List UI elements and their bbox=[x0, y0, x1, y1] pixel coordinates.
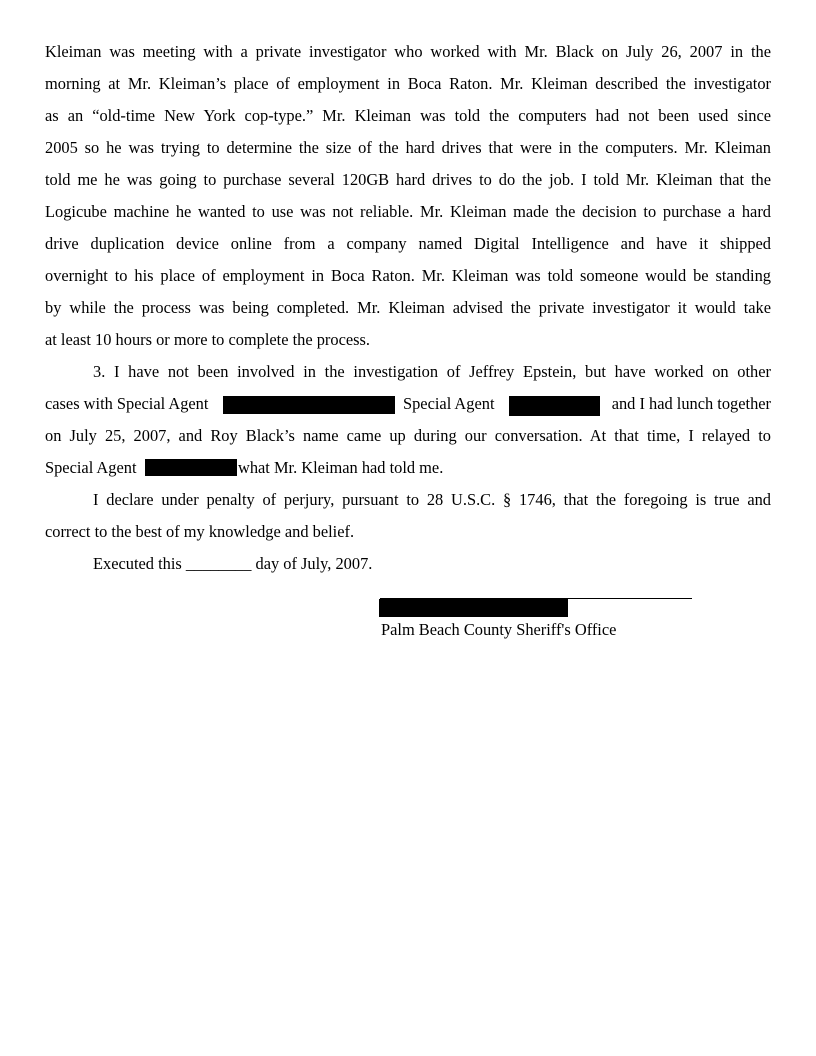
paragraph-fragment: cases with Special Agent bbox=[45, 394, 209, 413]
signature-office: Palm Beach County Sheriff's Office bbox=[381, 620, 617, 639]
paragraph-line: Kleiman was meeting with a private investigator who worked with Mr. Black on July 26, 2007 in the bbox=[45, 42, 771, 61]
paragraph-line: 3. I have not been involved in the investigation of Jeffrey Epstein, but have worked on other bbox=[93, 362, 771, 381]
paragraph-line: overnight to his place of employment in Boca Raton. Mr. Kleiman was told someone would be standing bbox=[45, 266, 771, 285]
redaction-bar bbox=[509, 396, 600, 416]
paragraph-line: by while the process was being completed. Mr. Kleiman advised the private investigator it would take bbox=[45, 298, 771, 317]
paragraph-fragment: what Mr. Kleiman had told me. bbox=[238, 458, 444, 477]
paragraph-line: at least 10 hours or more to complete the process. bbox=[45, 330, 370, 349]
paragraph-fragment: Special Agent bbox=[403, 394, 495, 413]
paragraph-line: told me he was going to purchase several 120GB hard drives to do the job. I told Mr. Kleiman that the bbox=[45, 170, 771, 189]
execution-line: Executed this ________ day of July, 2007. bbox=[93, 554, 373, 573]
paragraph-line: 2005 so he was trying to determine the size of the hard drives that were in the computers. Mr. Kleiman bbox=[45, 138, 771, 157]
paragraph-fragment: Special Agent bbox=[45, 458, 137, 477]
paragraph-line: correct to the best of my knowledge and belief. bbox=[45, 522, 355, 541]
paragraph-line: I declare under penalty of perjury, pursuant to 28 U.S.C. § 1746, that the foregoing is true and bbox=[93, 490, 771, 509]
paragraph-line: Logicube machine he wanted to use was not reliable. Mr. Kleiman made the decision to purchase a hard bbox=[45, 202, 771, 221]
paragraph-line: morning at Mr. Kleiman’s place of employment in Boca Raton. Mr. Kleiman described the investigator bbox=[45, 74, 771, 93]
redaction-bar bbox=[145, 459, 237, 476]
redaction-bar bbox=[223, 396, 395, 414]
signature-redaction bbox=[379, 599, 568, 617]
paragraph-line: on July 25, 2007, and Roy Black’s name came up during our conversation. At that time, I relayed to bbox=[45, 426, 771, 445]
paragraph-fragment: and I had lunch together bbox=[611, 394, 771, 413]
paragraph-line: as an “old-time New York cop-type.” Mr. Kleiman was told the computers had not been used since bbox=[45, 106, 771, 125]
paragraph-line: drive duplication device online from a company named Digital Intelligence and have it shipped bbox=[45, 234, 771, 253]
